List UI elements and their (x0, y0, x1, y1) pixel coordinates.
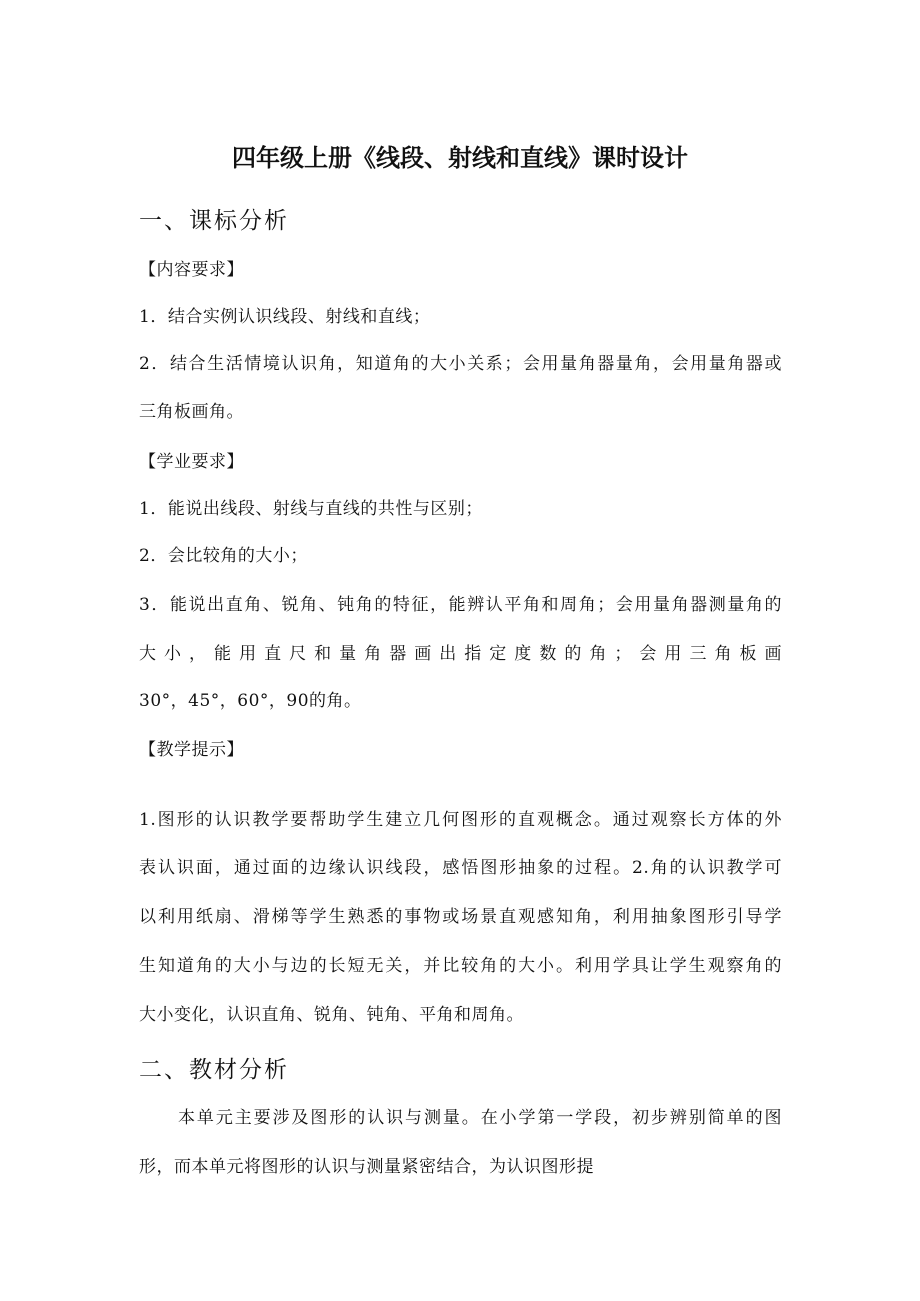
study-requirement-line: 大小，能用直尺和量角器画出指定度数的角；会用三角板画 (139, 644, 782, 664)
teaching-tip-line: 大小变化，认识直角、锐角、钝角、平角和周角。 (139, 1005, 524, 1025)
study-requirement-line: 2．会比较角的大小； (139, 546, 308, 566)
study-requirement-line: 1．能说出线段、射线与直线的共性与区别； (139, 499, 483, 519)
study-requirement-line: 30°，45°，60°，90的角。 (139, 691, 362, 711)
textbook-analysis-line: 本单元主要涉及图形的认识与测量。在小学第一学段，初步辨别简单的图 (178, 1108, 782, 1128)
teaching-tip-line: 表认识面，通过面的边缘认识线段，感悟图形抽象的过程。2.角的认识教学可 (139, 858, 782, 878)
teaching-tip-line: 生知道角的大小与边的长短无关，并比较角的大小。利用学具让学生观察角的 (139, 956, 782, 976)
teaching-tips-label: 【教学提示】 (139, 740, 244, 760)
section-heading-textbook: 二、教材分析 (139, 1057, 289, 1083)
section-heading-curriculum: 一、课标分析 (139, 208, 289, 234)
content-requirement-line: 2．结合生活情境认识角，知道角的大小关系；会用量角器量角，会用量角器或 (139, 354, 782, 374)
content-requirement-line: 三角板画角。 (139, 402, 244, 422)
teaching-tip-line: 以利用纸扇、滑梯等学生熟悉的事物或场景直观感知角，利用抽象图形引导学 (139, 907, 782, 927)
teaching-tip-line: 1.图形的认识教学要帮助学生建立几何图形的直观概念。通过观察长方体的外 (139, 810, 782, 830)
document-title: 四年级上册《线段、射线和直线》课时设计 (232, 144, 688, 172)
content-requirement-line: 1．结合实例认识线段、射线和直线； (139, 307, 431, 327)
textbook-analysis-line: 形，而本单元将图形的认识与测量紧密结合，为认识图形提 (139, 1157, 594, 1177)
study-requirements-label: 【学业要求】 (139, 452, 244, 472)
content-requirements-label: 【内容要求】 (139, 260, 244, 280)
study-requirement-line: 3．能说出直角、锐角、钝角的特征，能辨认平角和周角；会用量角器测量角的 (139, 595, 782, 615)
